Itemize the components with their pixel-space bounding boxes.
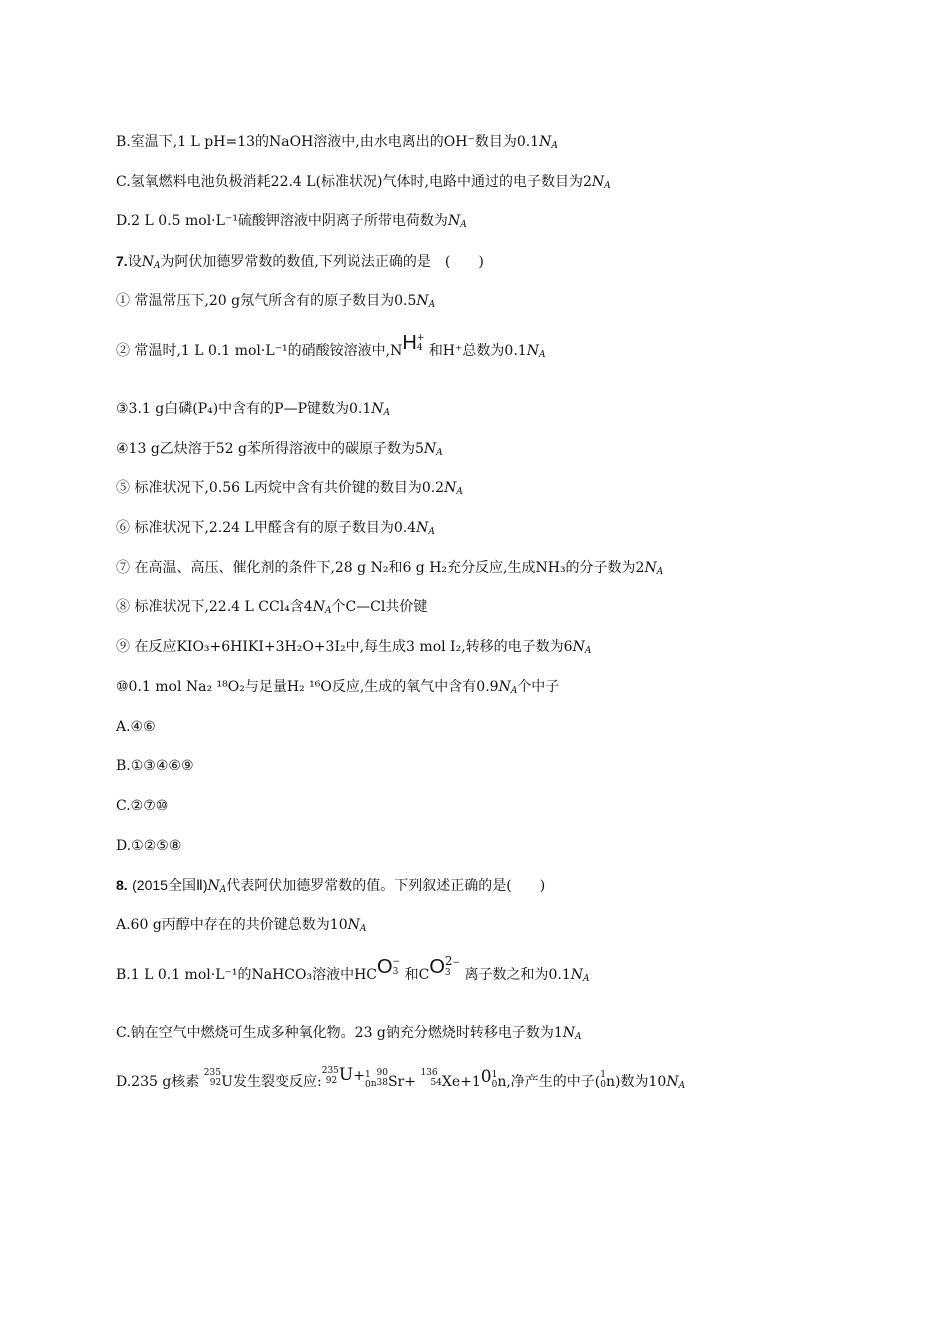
option-text: C.钠在空气中燃烧可生成多种氧化物。23 g钠充分燃烧时转移电子数为1 <box>116 1025 563 1041</box>
question-source: (2015全国Ⅱ) <box>132 877 208 893</box>
question-text: 设 <box>127 254 142 270</box>
statement-text: ② 常温时,1 L 0.1 mol·L⁻¹的硝酸铵溶液中,N <box>116 343 403 359</box>
avogadro-a: A <box>153 261 161 271</box>
statement-1 <box>116 292 435 314</box>
mass-number: 235 <box>203 1068 221 1078</box>
ion-o: O <box>377 956 393 978</box>
avogadro-n: N <box>444 480 457 496</box>
ion-charge-stack <box>417 333 425 353</box>
option-text: B.室温下,1 L pH=13的NaOH溶液中,由水电离出的OH⁻数目为0.1 <box>116 134 540 150</box>
atomic-number: 0 <box>600 1080 607 1090</box>
statement-2 <box>116 332 546 364</box>
nuclide-xe-numbers <box>420 1068 441 1088</box>
ion-charge-stack <box>393 957 401 977</box>
ion-subscript: 3 <box>392 967 399 977</box>
avogadro-n: N <box>562 1025 576 1041</box>
mass-number: 136 <box>420 1068 438 1078</box>
nuclide-u-numbers <box>204 1068 221 1088</box>
option-text: C.氢氧燃料电池负极消耗22.4 L(标准状况)气体时,电路中通过的电子数目为2 <box>116 174 592 190</box>
option-text: D.2 L 0.5 mol·L⁻¹硫酸钾溶液中阴离子所带电荷数为 <box>116 213 448 229</box>
atomic-number: 0 <box>491 1080 498 1090</box>
avogadro-n: N <box>526 343 539 359</box>
statement-7 <box>116 559 663 581</box>
mass-number: 1 <box>491 1070 498 1080</box>
statement-10 <box>116 678 559 700</box>
option-text: Xe+1 <box>441 1074 481 1090</box>
ion-o: O <box>429 956 445 978</box>
ion-subscript: 3 <box>444 968 451 978</box>
mass-number: 1 <box>364 1070 371 1080</box>
avogadro-n: N <box>347 917 360 933</box>
option-text: D.①②⑤⑧ <box>116 838 182 854</box>
option-text: B.①③④⑥⑨ <box>116 758 194 774</box>
avogadro-n: N <box>416 293 429 309</box>
question-text: 为阿伏加德罗常数的数值,下列说法正确的是 ( ) <box>160 254 484 270</box>
avogadro-a: A <box>456 487 463 497</box>
statement-6 <box>116 519 435 541</box>
option-b-q6 <box>116 133 558 155</box>
question-number: 8. <box>116 877 128 893</box>
option-text: D.235 g核素 <box>116 1074 200 1090</box>
avogadro-n: N <box>423 441 437 457</box>
avogadro-a: A <box>551 141 558 151</box>
statement-text: 个C—Cl共价键 <box>331 599 428 615</box>
option-d-q7 <box>116 837 181 855</box>
neutron-coefficient-zero: 0 <box>480 1067 492 1087</box>
option-d-q8 <box>116 1065 686 1095</box>
avogadro-a: A <box>219 885 227 895</box>
ion-charge-combined <box>445 956 460 968</box>
avogadro-a: A <box>428 300 436 310</box>
statement-text: ⑤ 标准状况下,0.56 L丙烷中含有共价键的数目为0.2 <box>116 480 445 496</box>
option-text: A.④⑥ <box>116 719 156 735</box>
question-number: 7. <box>116 253 128 269</box>
avogadro-a: A <box>538 350 546 360</box>
atomic-number: 54 <box>430 1078 442 1088</box>
avogadro-a: A <box>428 527 435 537</box>
mass-number: 235 <box>321 1066 339 1076</box>
avogadro-n: N <box>591 174 605 190</box>
statement-3 <box>116 400 390 422</box>
option-c-q6 <box>116 173 611 195</box>
avogadro-a: A <box>324 606 332 616</box>
ion-charge: + <box>416 333 425 343</box>
atomic-number: 0 <box>364 1080 371 1090</box>
option-c-q8 <box>116 1024 582 1046</box>
avogadro-n: N <box>666 1074 679 1090</box>
avogadro-a: A <box>656 567 664 577</box>
statement-text: ⑥ 标准状况下,2.24 L甲醛含有的原子数目为0.4 <box>116 520 417 536</box>
avogadro-n: N <box>572 639 585 655</box>
neutron-numbers <box>600 1070 606 1090</box>
avogadro-n: N <box>539 134 552 150</box>
option-c-q7 <box>116 797 168 815</box>
avogadro-a: A <box>678 1081 686 1091</box>
avogadro-a: A <box>436 448 443 458</box>
statement-text: 和H⁺总数为0.1 <box>428 343 527 359</box>
avogadro-n: N <box>312 599 325 615</box>
ion-h: H <box>402 332 417 354</box>
question-7 <box>116 252 484 275</box>
avogadro-n: N <box>416 520 429 536</box>
option-text: C.②⑦⑩ <box>116 798 169 814</box>
avogadro-a: A <box>510 686 518 696</box>
neutron-numbers <box>365 1070 371 1090</box>
ion-charge-stack <box>445 956 460 978</box>
atomic-number: 92 <box>209 1078 222 1088</box>
option-b-q7 <box>116 757 194 775</box>
statement-text: ⑦ 在高温、高压、催化剂的条件下,28 g N₂和6 g H₂充分反应,生成NH₃的分子数为2 <box>116 560 645 576</box>
option-text: U发生裂变反应: <box>221 1074 322 1090</box>
avogadro-a: A <box>359 924 367 934</box>
statement-4 <box>116 440 443 462</box>
question-8 <box>116 876 545 899</box>
statement-5 <box>116 479 463 501</box>
statement-text: ⑧ 标准状况下,22.4 L CCl₄含4 <box>116 599 313 615</box>
option-b-q8 <box>116 954 590 988</box>
atomic-number: 92 <box>325 1076 338 1086</box>
statement-text: ④13 g乙炔溶于52 g苯所得溶液中的碳原子数为5 <box>116 441 424 457</box>
option-text: n)数为10 <box>606 1074 667 1090</box>
option-text: 离子数之和为0.1 <box>464 967 571 983</box>
avogadro-n: N <box>371 401 384 417</box>
avogadro-n: N <box>141 254 154 270</box>
mass-number: 90 <box>376 1068 388 1078</box>
question-text: 代表阿伏加德罗常数的值。下列叙述正确的是( ) <box>226 878 546 894</box>
ion-charge-number: 2 <box>444 954 453 968</box>
avogadro-n: N <box>207 878 220 894</box>
ion-charge-sign: − <box>452 958 461 968</box>
ion-charge: − <box>392 957 401 967</box>
statement-text: ③3.1 g白磷(P₄)中含有的P—P键数为0.1 <box>116 401 372 417</box>
avogadro-n: N <box>570 967 584 983</box>
option-text: A.60 g丙醇中存在的共价键总数为10 <box>116 917 348 933</box>
option-text: Sr+ <box>387 1074 416 1090</box>
neutron-numbers <box>492 1070 498 1090</box>
statement-text: ⑨ 在反应KIO₃+6HIKI+3H₂O+3I₂中,每生成3 mol I₂,转移的电子数为6 <box>116 639 573 655</box>
statement-text: ① 常温常压下,20 g氖气所含有的原子数目为0.5 <box>116 293 417 309</box>
nuclide-sr-numbers <box>377 1068 388 1088</box>
avogadro-a: A <box>584 646 592 656</box>
neutron-symbol: n <box>370 1079 377 1089</box>
statement-text: 个中子 <box>517 679 560 695</box>
avogadro-n: N <box>644 560 657 576</box>
avogadro-a: A <box>383 408 391 418</box>
option-a-q8 <box>116 916 366 938</box>
ion-subscript: 4 <box>416 343 423 353</box>
uranium-symbol: U <box>338 1065 354 1085</box>
avogadro-a: A <box>575 1032 582 1042</box>
statement-8 <box>116 598 427 620</box>
avogadro-n: N <box>447 213 461 229</box>
option-text: n,净产生的中子( <box>497 1074 601 1090</box>
option-text: B.1 L 0.1 mol·L⁻¹的NaHCO₃溶液中HC <box>116 967 378 983</box>
avogadro-n: N <box>498 679 511 695</box>
option-text: 和C <box>404 967 430 983</box>
plus-sign: + <box>353 1068 365 1084</box>
atomic-number: 38 <box>376 1078 388 1088</box>
option-d-q6 <box>116 212 467 234</box>
avogadro-a: A <box>604 181 611 191</box>
option-a-q7 <box>116 718 156 736</box>
nuclide-u-numbers <box>322 1066 339 1086</box>
avogadro-a: A <box>460 220 467 230</box>
statement-9 <box>116 638 591 660</box>
mass-number: 1 <box>600 1070 607 1080</box>
avogadro-a: A <box>583 974 590 984</box>
statement-text: ⑩0.1 mol Na₂ ¹⁸O₂与足量H₂ ¹⁶O反应,生成的氧气中含有0.9 <box>116 679 499 695</box>
